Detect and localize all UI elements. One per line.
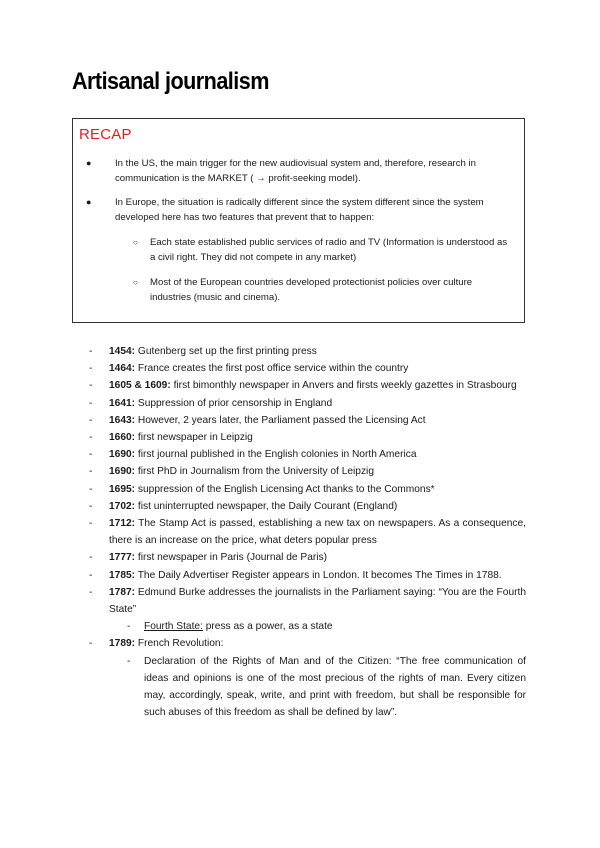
timeline-text: suppression of the English Licensing Act thanks to the Commons* xyxy=(135,483,435,495)
dash-bullet-icon: - xyxy=(89,586,93,598)
timeline-year: 1702: xyxy=(109,500,136,512)
timeline-entry xyxy=(89,584,526,636)
timeline-entry xyxy=(89,412,526,429)
timeline-year: 1454: xyxy=(109,346,136,357)
circle-bullet-icon: ○ xyxy=(133,278,138,287)
timeline-year: 1789: xyxy=(109,638,136,650)
dash-bullet-icon: - xyxy=(89,638,93,650)
dash-bullet-icon: - xyxy=(89,518,93,530)
timeline-text: first PhD in Journalism from the University of Leipzig xyxy=(135,466,374,478)
timeline-entry xyxy=(89,481,526,498)
recap-subitem-text: Each state established public services of radio and TV (Information is understood as a civil right. They did not compete in any market) xyxy=(150,237,508,263)
timeline-year: 1690: xyxy=(109,466,136,478)
dash-bullet-icon: - xyxy=(89,397,93,409)
dash-bullet-icon: - xyxy=(127,621,131,633)
timeline-sub-entry xyxy=(109,653,526,722)
timeline-text: first journal published in the English colonies in North America xyxy=(135,449,417,461)
recap-subitem-public-services xyxy=(115,235,508,265)
timeline-text: first newspaper in Paris (Journal de Paris) xyxy=(135,552,328,564)
timeline-year: 1787: xyxy=(109,586,136,598)
bullet-icon: ● xyxy=(86,158,92,168)
recap-heading: RECAP xyxy=(79,126,132,143)
recap-list xyxy=(73,156,524,315)
timeline-text: fist uninterrupted newspaper, the Daily Courant (England) xyxy=(135,500,398,512)
bullet-icon: ● xyxy=(86,197,92,207)
timeline-entry xyxy=(89,549,526,566)
timeline-text: Gutenberg set up the first printing press xyxy=(135,346,317,357)
page-title: Artisanal journalism xyxy=(72,68,269,95)
dash-bullet-icon: - xyxy=(89,432,93,444)
dash-bullet-icon: - xyxy=(89,552,93,564)
recap-item-us xyxy=(73,156,524,186)
timeline-text: Edmund Burke addresses the journalists in the Parliament saying: “You are the Fourth State” xyxy=(109,586,526,616)
dash-bullet-icon: - xyxy=(89,414,93,426)
timeline-entry xyxy=(89,343,526,360)
recap-box xyxy=(72,118,525,323)
timeline-text: The Stamp Act is passed, establishing a new tax on newspapers. As a consequence, there is an increase on the price, what deters popular press xyxy=(109,518,526,547)
timeline-sub-text: press as a power, as a state xyxy=(202,621,333,633)
dash-bullet-icon: - xyxy=(89,363,93,375)
timeline-entry xyxy=(89,446,526,463)
timeline-entry xyxy=(89,429,526,446)
timeline-text: first bimonthly newspaper in Anvers and firsts weekly gazettes in Strasbourg xyxy=(170,380,517,392)
timeline-entry xyxy=(89,498,526,515)
timeline-year: 1690: xyxy=(109,449,136,461)
timeline-entry xyxy=(89,515,526,549)
timeline-entry xyxy=(89,395,526,412)
timeline-text: The Daily Advertiser Register appears in London. It becomes The Times in 1788. xyxy=(135,569,502,581)
timeline-entry xyxy=(89,567,526,584)
timeline-year: 1712: xyxy=(109,518,136,530)
dash-bullet-icon: - xyxy=(89,380,93,392)
dash-bullet-icon: - xyxy=(89,346,93,357)
timeline-sub-term: Fourth State: xyxy=(144,621,203,633)
circle-bullet-icon: ○ xyxy=(133,238,138,247)
timeline-year: 1695: xyxy=(109,483,136,495)
timeline-text: first newspaper in Leipzig xyxy=(135,432,253,444)
timeline-year: 1660: xyxy=(109,432,136,444)
timeline-year: 1777: xyxy=(109,552,136,564)
dash-bullet-icon: - xyxy=(89,500,93,512)
timeline-entry xyxy=(89,377,526,394)
timeline-year: 1643: xyxy=(109,414,136,426)
dash-bullet-icon: - xyxy=(89,449,93,461)
timeline-year: 1641: xyxy=(109,397,136,409)
timeline-year: 1464: xyxy=(109,363,136,375)
timeline-text: French Revolution: xyxy=(135,638,224,650)
dash-bullet-icon: - xyxy=(89,466,93,478)
timeline-sub-entry xyxy=(109,618,526,635)
timeline-entry xyxy=(89,360,526,377)
timeline-text: France creates the first post office service within the country xyxy=(135,363,409,375)
timeline-list xyxy=(89,343,526,721)
recap-item-text: In the US, the main trigger for the new audiovisual system and, therefore, research in communication is the MARKET ( → profit-seeking model). xyxy=(115,158,477,184)
timeline-sub-list xyxy=(109,618,526,635)
timeline-year: 1605 & 1609: xyxy=(109,380,171,392)
timeline-text: Suppression of prior censorship in England xyxy=(135,397,333,409)
dash-bullet-icon: - xyxy=(127,655,131,667)
dash-bullet-icon: - xyxy=(89,569,93,581)
timeline-sub-list xyxy=(109,653,526,722)
timeline-sub-text: Declaration of the Rights of Man and of the Citizen: “The free communication of ideas and opinions is one of the most precious of the rights of man. Every citizen may, accordingly, speak, write, and print with freedom, but shall be responsible for such abuses of this freedom as shall be defined by law”. xyxy=(144,655,526,719)
timeline-year: 1785: xyxy=(109,569,136,581)
recap-item-text: In Europe, the situation is radically different since the system different since the system developed here has two features that prevent that to happen: xyxy=(115,197,484,223)
recap-subitem-text: Most of the European countries developed protectionist policies over culture industries (music and cinema). xyxy=(150,277,473,303)
timeline-entry xyxy=(89,635,526,721)
dash-bullet-icon: - xyxy=(89,483,93,495)
recap-item-europe xyxy=(73,195,524,305)
recap-sub-list xyxy=(115,235,508,305)
timeline-text: However, 2 years later, the Parliament passed the Licensing Act xyxy=(135,414,426,426)
recap-subitem-protectionist xyxy=(115,275,508,305)
timeline-entry xyxy=(89,463,526,480)
